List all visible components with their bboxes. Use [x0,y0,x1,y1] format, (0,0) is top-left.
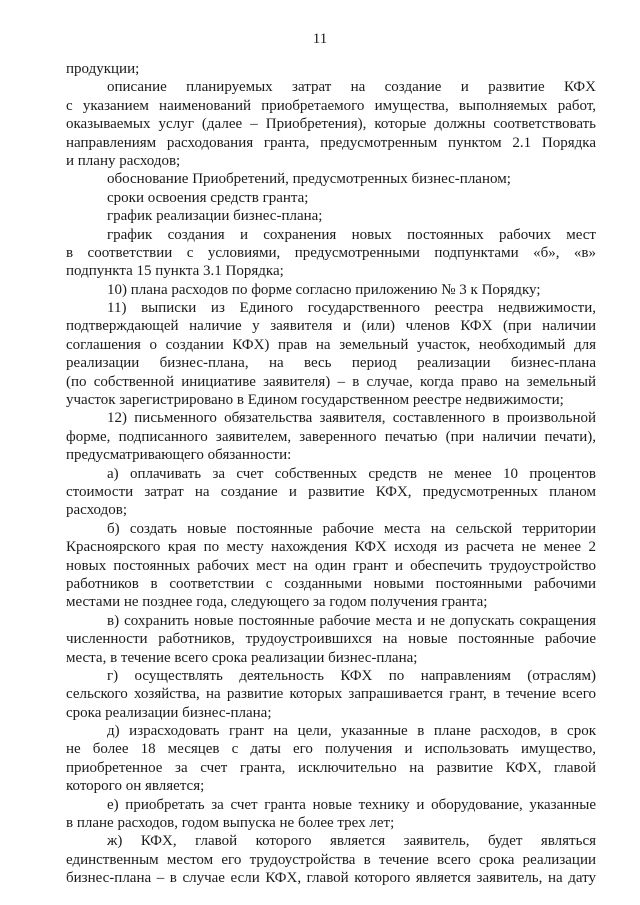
text-line: направлениям расходования гранта, предусмотренным пунктом 2.1 Порядка [66,134,596,151]
text-line: ж) КФХ, главой которого является заявитель, будет являться [107,833,596,850]
text-line: оказываемых услуг (далее – Приобретения), которые должны соответствовать [66,116,596,133]
text-line: продукции; [66,61,140,77]
text-line: соглашения о создании КФХ) прав на земельный участок, необходимый для [66,336,596,353]
text-line: Красноярского края по месту нахождения КФХ исходя из расчета не менее 2 [66,539,596,556]
text-line: в соответствии с условиями, предусмотренными подпунктами «б», «в» [66,244,596,261]
text-line: новых постоянных рабочих мест на один грант и обеспечить трудоустройство [66,557,596,574]
text-line: б) создать новые постоянные рабочие места на сельской территории [107,520,596,537]
text-line: не более 18 месяцев с даты его получения и использовать имущество, [66,741,596,758]
text-line: работников в соответствии с созданными новыми постоянными рабочими [66,575,596,592]
text-line: г) осуществлять деятельность КФХ по направлениям (отраслям) [107,667,596,684]
text-line: стоимости затрат на создание и развитие КФХ, предусмотренных планом [66,483,596,500]
text-line: график создания и сохранения новых постоянных рабочих мест [107,226,596,243]
text-line: места, в течение всего срока реализации бизнес-плана; [66,649,418,666]
page-number: 11 [312,31,328,47]
text-line: реализации бизнес-плана, на весь период реализации бизнес-плана [66,355,596,372]
document-text [66,60,596,888]
text-line: сельского хозяйства, на развитие которых запрашивается грант, в течение всего [66,686,596,703]
text-line: описание планируемых затрат на создание и развитие КФХ [107,79,596,96]
text-line: численности работников, трудоустроившихся на новые постоянные рабочие [66,631,596,648]
text-line: а) оплачивать за счет собственных средств не менее 10 процентов [107,465,596,482]
text-line: предусматривающего обязанности: [66,447,292,464]
text-line: приобретенное за счет гранта, исключительно на развитие КФХ, главой [66,759,596,776]
text-line: и плану расходов; [66,152,181,169]
text-line: форме, подписанного заявителем, заверенного печатью (при наличии печати), [66,428,596,445]
text-line: единственным местом его трудоустройства в течение всего срока реализации [66,851,596,868]
text-line: расходов; [66,502,127,519]
text-line: местами не позднее года, следующего за годом получения гранта; [66,594,488,611]
text-line: 10) плана расходов по форме согласно приложению № 3 к Порядку; [107,281,541,298]
text-line: (по собственной инициативе заявителя) – в случае, когда право на земельный [66,373,596,390]
text-line: с указанием наименований приобретаемого имущества, выполняемых работ, [66,97,596,114]
text-line: обоснование Приобретений, предусмотренных бизнес-планом; [107,171,511,188]
text-line: подтверждающей наличие у заявителя и (или) членов КФХ (при наличии [66,318,596,335]
text-line: 11) выписки из Единого государственного реестра недвижимости, [107,300,596,317]
text-line: в плане расходов, годом выпуска не более трех лет; [66,815,395,832]
text-line: подпункта 15 пункта 3.1 Порядка; [66,263,284,280]
text-line: 12) письменного обязательства заявителя, составленного в произвольной [107,410,596,427]
text-line: которого он является; [66,778,205,795]
text-line: график реализации бизнес-плана; [107,208,323,225]
text-line: бизнес-плана – в случае если КФХ, главой которого является заявитель, на дату [66,870,596,887]
text-line: сроки освоения средств гранта; [107,189,309,206]
text-line: е) приобретать за счет гранта новые технику и оборудование, указанные [107,796,596,813]
text-line: срока реализации бизнес-плана; [66,704,272,721]
text-line: в) сохранить новые постоянные рабочие места и не допускать сокращения [107,612,596,629]
text-line: участок зарегистрировано в Едином государственном реестре недвижимости; [66,392,564,409]
text-line: д) израсходовать грант на цели, указанные в плане расходов, в срок [107,723,596,740]
